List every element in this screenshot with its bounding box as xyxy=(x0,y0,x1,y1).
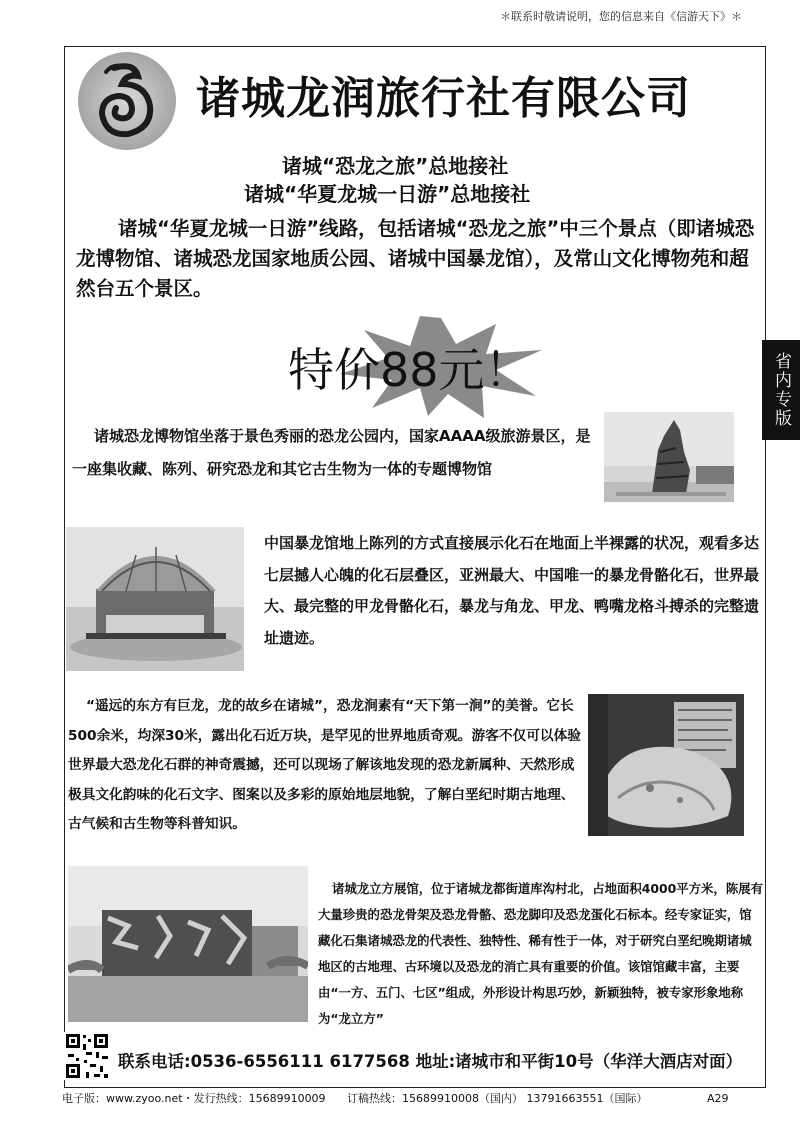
subtitle-dinosaur-tour: 诸城“恐龙之旅”总地接社 xyxy=(282,154,509,178)
dinosaur-gully-description: “遥远的东方有巨龙，龙的故乡在诸城”，恐龙涧素有“天下第一涧”的美誉。它长500余米，均深30米，露出化石近万块，是罕见的世界地质奇观。游客不仅可以体验世界最大恐龙化石群的神奇震撼，还可以现场了解该地发现的恐龙新属种、天然形成极具文化韵味的化石文字、图案以及多彩的原始地层地貌，了解白垩纪时期古地理、古气候和古生物等科普知识。 xyxy=(68,698,581,832)
page-number: A29 xyxy=(707,1092,729,1105)
dragon-logo-icon xyxy=(76,50,178,152)
tyrannosaur-hall-description: 中国暴龙馆地上陈列的方式直接展示化石在地面上半裸露的状况，观看多达七层撼人心魄的化石层叠区，亚洲最大、中国唯一的暴龙骨骼化石，世界最大、最完整的甲龙骨骼化石，暴龙与角龙、甲龙、鸭嘴龙格斗搏杀的完整遗址遗迹。 xyxy=(264,534,760,647)
intro-paragraph: 诸城“华夏龙城一日游”线路，包括诸城“恐龙之旅”中三个景点（即诸城恐龙博物馆、诸城恐龙国家地质公园、诸城中国暴龙馆），及常山文化博物苑和超然台五个景区。 xyxy=(76,217,755,300)
fossil-site-photo xyxy=(588,694,744,836)
contact-info: 联系电话:0536-6556111 6177568 地址:诸城市和平街10号（华洋大酒店对面） xyxy=(118,1052,743,1071)
footer-bar xyxy=(62,1090,733,1106)
subtitle-day-tour: 诸城“华夏龙城一日游”总地接社 xyxy=(244,182,531,206)
dragon-cube-hall-photo xyxy=(68,866,308,1022)
museum-description: 诸城恐龙博物馆坐落于景色秀丽的恐龙公园内，国家AAAA级旅游景区，是一座集收藏、陈列、研究恐龙和其它古生物为一体的专题博物馆 xyxy=(72,427,591,478)
museum-sculpture-photo xyxy=(604,412,734,502)
side-tab: 省内专版 xyxy=(762,340,800,440)
dragon-cube-description: 诸城龙立方展馆，位于诸城龙都街道库沟村北，占地面积4000平方米，陈展有大量珍贵的恐龙骨架及恐龙骨骼、恐龙脚印及恐龙蛋化石标本。经专家证实，馆藏化石集诸城恐龙的代表性、独特性、稀有性于一体，对于研究白垩纪晚期诸城地区的古地理、古环境以及恐龙的消亡具有重要的价值。该馆馆藏丰富，主要由“一方、五门、七区”组成，外形设计构思巧妙，新颖独特，被专家形象地称为“龙立方” xyxy=(318,881,763,1026)
special-price: 特价88元！ xyxy=(288,343,531,397)
top-note: ＊联系时敬请说明，您的信息来自《信游天下》＊ xyxy=(500,10,742,23)
tyrannosaur-hall-photo xyxy=(66,527,244,671)
footer-website: 电子版：www.zyoo.net・发行热线：15689910009 xyxy=(62,1092,326,1105)
qr-code-icon xyxy=(64,1032,110,1080)
company-name: 诸城龙润旅行社有限公司 xyxy=(196,73,691,124)
footer-order-hotline: 订稿热线：15689910008（国内） 13791663551（国际） xyxy=(347,1092,648,1105)
